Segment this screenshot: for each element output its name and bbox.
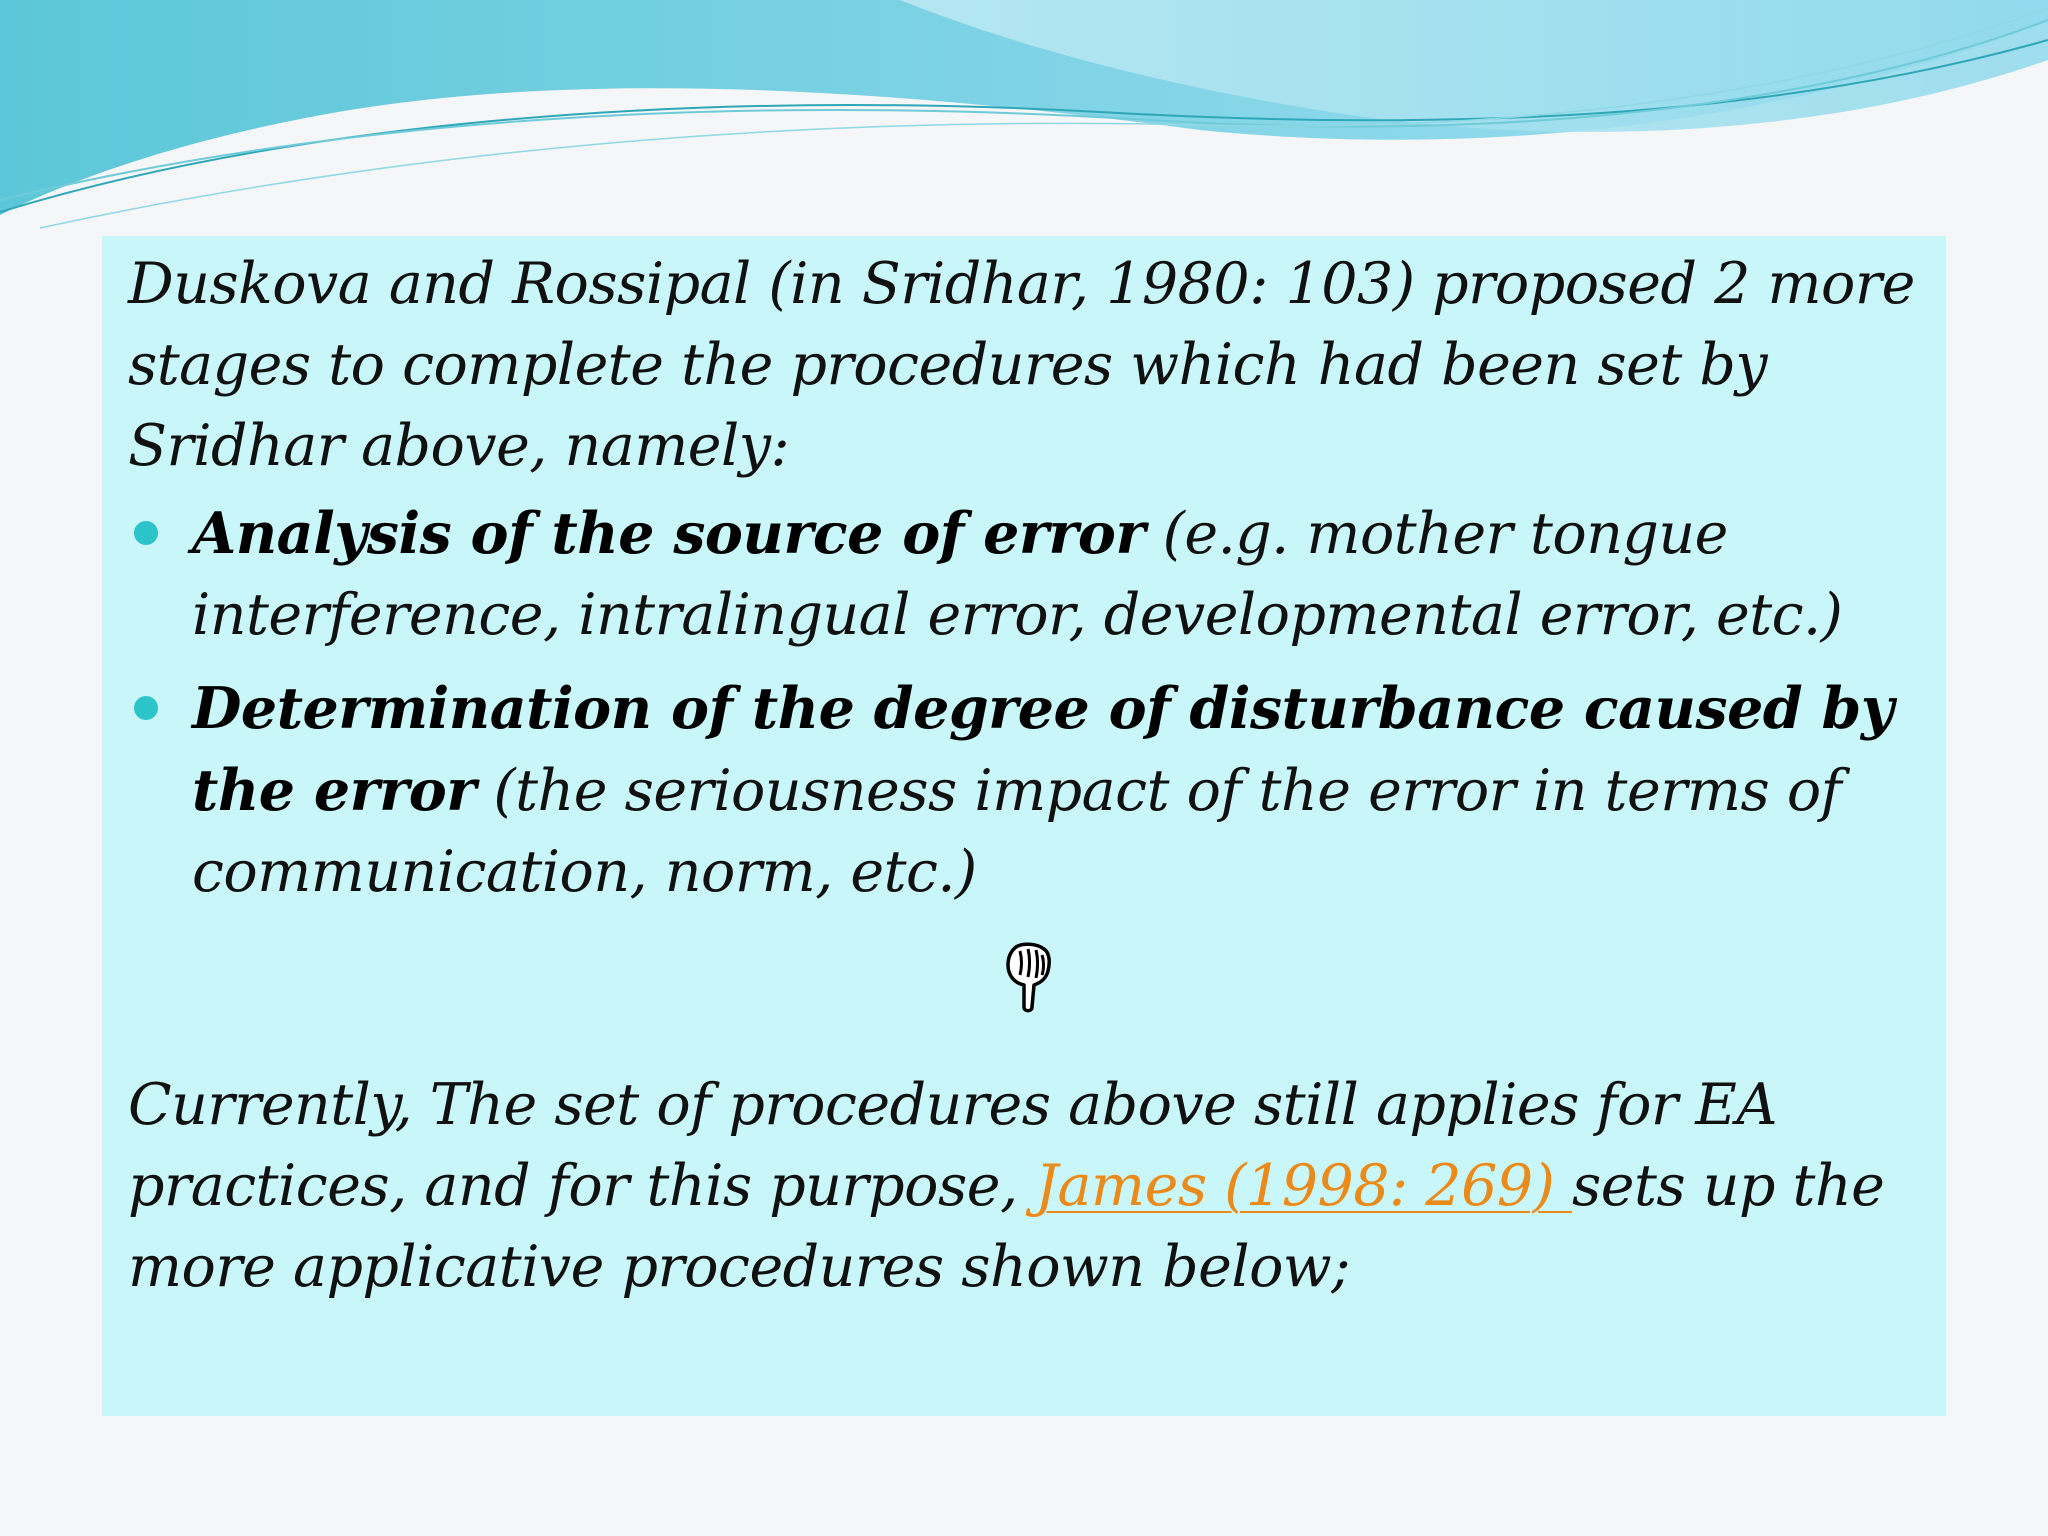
closing-text-before: Currently, The set of procedures above still applies for EA practices, and for this purpose, xyxy=(128,1072,1778,1219)
bullet-term: Determination of the degree of disturbance caused by the error xyxy=(192,675,1894,824)
bullet-detail: (the seriousness impact of the error in terms of communication, norm, etc.) xyxy=(192,758,1842,905)
list-item xyxy=(128,668,1928,913)
pointing-hand-down-icon xyxy=(1002,941,1054,1015)
closing-paragraph xyxy=(128,1065,1928,1308)
bullet-detail: (e.g. mother tongue interference, intralingual error, developmental error, etc.) xyxy=(192,501,1843,648)
content-box xyxy=(102,236,1946,1416)
bullet-dot-icon xyxy=(134,696,158,720)
header-wave-decoration xyxy=(0,0,2048,240)
bullet-term: Analysis of the source of error xyxy=(192,500,1145,567)
closing-text-after: sets up the more applicative procedures shown below; xyxy=(128,1153,1885,1300)
slide-body xyxy=(128,244,1928,1308)
james-reference-link[interactable]: James (1998: 269) xyxy=(1035,1153,1572,1219)
bullet-list xyxy=(128,493,1928,913)
intro-paragraph: Duskova and Rossipal (in Sridhar, 1980: 103) proposed 2 more stages to complete the procedures which had been set by Sridhar above, namely: xyxy=(128,251,1915,479)
list-item xyxy=(128,493,1928,656)
bullet-dot-icon xyxy=(134,521,158,545)
